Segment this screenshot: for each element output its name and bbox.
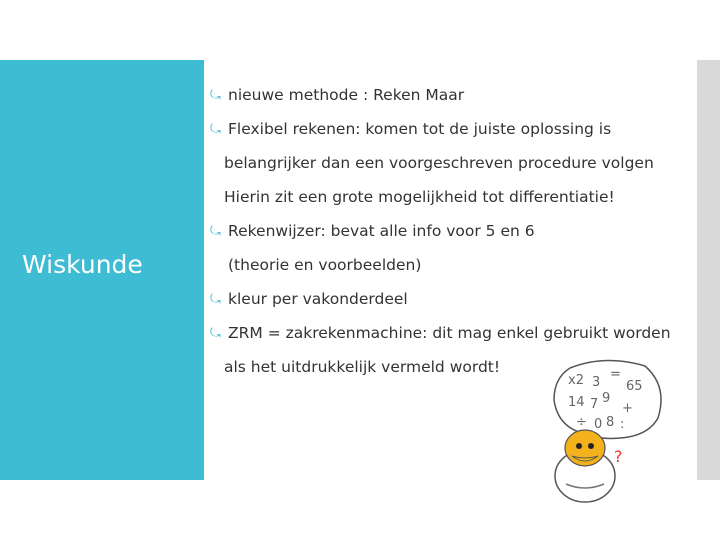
svg-text:8: 8 <box>606 415 615 430</box>
svg-text:65: 65 <box>626 379 643 394</box>
bullet-icon: ⤿ <box>210 292 221 307</box>
bullet-icon: ⤿ <box>210 224 221 239</box>
bullet-text: kleur per vakonderdeel <box>228 290 408 308</box>
bullet-text: ZRM = zakrekenmachine: dit mag enkel gebruikt worden <box>228 324 671 342</box>
bullet-item <box>210 282 700 316</box>
bullet-item <box>210 112 700 146</box>
bullet-text: als het uitdrukkelijk vermeld wordt! <box>224 358 501 376</box>
svg-text::: : <box>620 417 625 432</box>
section-title: Wiskunde <box>22 250 143 279</box>
bullet-item <box>210 214 700 248</box>
svg-text:x2: x2 <box>568 373 584 388</box>
bullet-text: Flexibel rekenen: komen tot de juiste oplossing is <box>228 120 612 138</box>
svg-text:0: 0 <box>594 417 603 432</box>
svg-text:9: 9 <box>602 391 611 406</box>
svg-text:?: ? <box>614 447 623 466</box>
thinking-duck-with-numbers-icon <box>540 356 670 506</box>
right-edge-strip <box>697 60 720 480</box>
bullet-text: nieuwe methode : Reken Maar <box>228 86 465 104</box>
bullet-text: Hierin zit een grote mogelijkheid tot differentiatie! <box>224 188 615 206</box>
bullet-item <box>210 78 700 112</box>
bullet-icon: ⤿ <box>210 326 221 341</box>
bullet-list <box>210 78 700 384</box>
bullet-continuation <box>210 146 700 180</box>
bullet-continuation <box>210 248 700 282</box>
svg-text:=: = <box>610 367 621 382</box>
bullet-icon: ⤿ <box>210 88 221 103</box>
svg-text:3: 3 <box>592 375 601 390</box>
bullet-icon: ⤿ <box>210 122 221 137</box>
bullet-continuation <box>210 180 700 214</box>
bullet-text: (theorie en voorbeelden) <box>228 256 422 274</box>
svg-text:14: 14 <box>568 395 585 410</box>
title-panel <box>0 60 204 480</box>
svg-text:÷: ÷ <box>576 415 587 430</box>
bullet-text: belangrijker dan een voorgeschreven procedure volgen <box>224 154 654 172</box>
svg-text:+: + <box>622 401 633 416</box>
bullet-text: Rekenwijzer: bevat alle info voor 5 en 6 <box>228 222 535 240</box>
bullet-item <box>210 316 700 350</box>
svg-text:7: 7 <box>590 397 599 412</box>
